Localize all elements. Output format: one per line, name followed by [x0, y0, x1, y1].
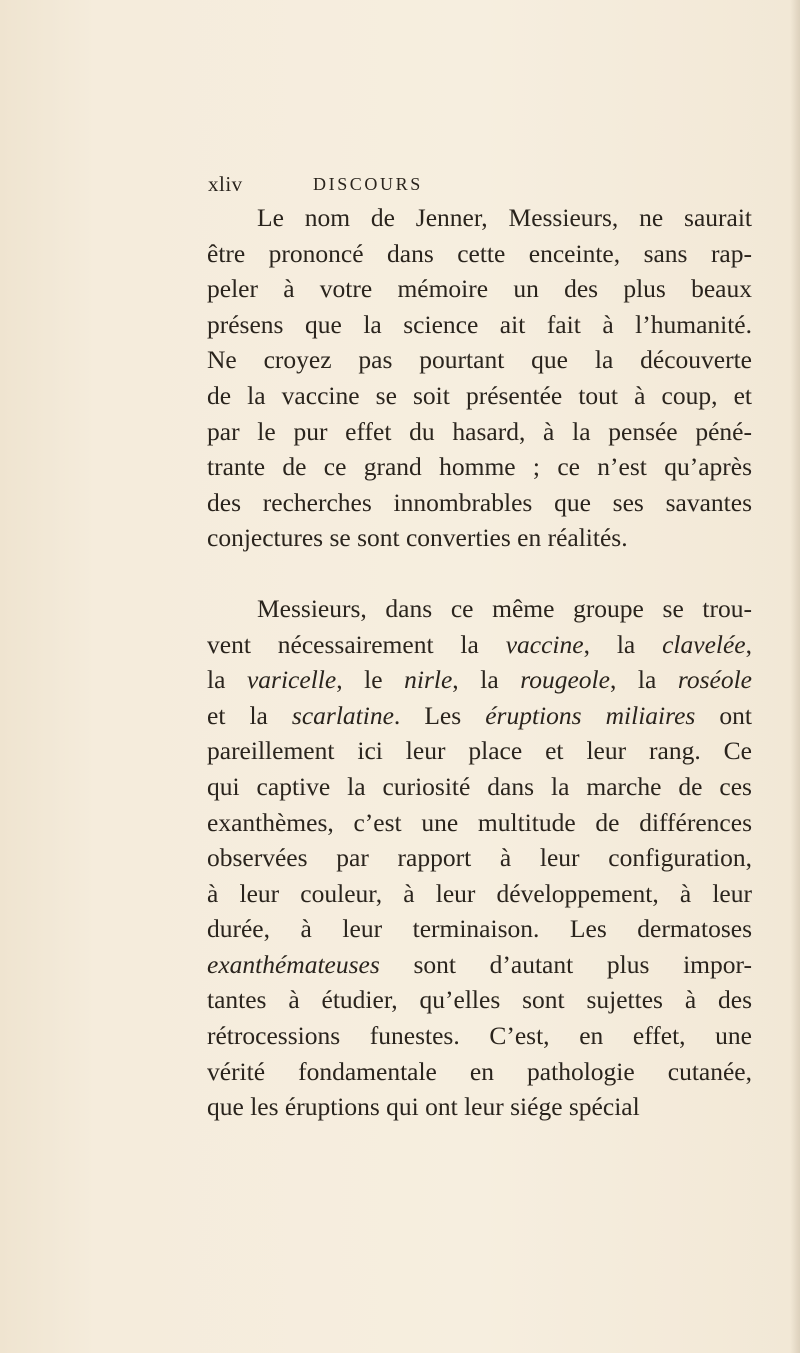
text-line [207, 982, 752, 1018]
text-run: durée, à leur terminaison. Les dermatoses [207, 914, 752, 944]
text-run: , la [609, 665, 678, 695]
text-line [207, 591, 752, 627]
text-line [207, 733, 752, 769]
text-run: , la [452, 665, 521, 695]
text-run: Le nom de Jenner, Messieurs, ne saurait [257, 203, 752, 232]
text-line [207, 236, 752, 272]
text-line [207, 520, 752, 556]
text-run: , la [583, 629, 663, 659]
italic-term: vaccine [505, 629, 584, 659]
text-line [207, 627, 752, 663]
text-line [207, 1018, 752, 1054]
italic-term: scarlatine [291, 700, 394, 730]
text-run: , [745, 629, 752, 659]
text-run: conjectures se sont converties en réalités. [207, 523, 628, 553]
running-head-title: DISCOURS [313, 174, 423, 194]
text-line [207, 378, 752, 414]
page-edge-shadow [790, 0, 800, 1353]
text-line [207, 414, 752, 450]
text-run: des recherches innombrables que ses savantes [207, 487, 752, 517]
text-line [207, 947, 752, 983]
text-run: trante de ce grand homme ; ce n’est qu’après [207, 452, 752, 482]
text-line [207, 485, 752, 521]
italic-term: clavelée [662, 629, 746, 659]
text-line [207, 1089, 752, 1125]
text-run: présens que la science ait fait à l’humanité. [207, 309, 752, 339]
text-line [207, 840, 752, 876]
body-text [207, 200, 752, 1125]
text-line [207, 342, 752, 378]
italic-term: nirle [404, 665, 453, 695]
text-line [207, 805, 752, 841]
text-line [207, 911, 752, 947]
text-run: par le pur effet du hasard, à la pensée péné- [207, 416, 752, 446]
text-run: exanthèmes, c’est une multitude de différences [207, 807, 752, 837]
text-run: à leur couleur, à leur développement, à leur [207, 878, 752, 908]
italic-term: rougeole [520, 665, 610, 695]
italic-term: exanthémateuses [207, 949, 380, 979]
text-run: rétrocessions funestes. C’est, en effet, une [207, 1021, 752, 1051]
text-line [207, 200, 752, 236]
text-line [207, 1054, 752, 1090]
text-line [207, 698, 752, 734]
text-run: . Les [393, 700, 486, 730]
text-run: Messieurs, dans ce même groupe se trou- [257, 593, 752, 623]
italic-term: éruptions miliaires [485, 700, 696, 730]
text-run: et la [207, 700, 292, 730]
italic-term: varicelle [246, 665, 337, 695]
paragraph-gap [207, 556, 752, 591]
text-run: être prononcé dans cette enceinte, sans rap- [207, 238, 752, 268]
text-run: observées par rapport à leur configuration, [207, 843, 752, 873]
text-run: sont d’autant plus impor- [379, 949, 752, 979]
text-run: pareillement ici leur place et leur rang. Ce [207, 736, 752, 766]
text-line [207, 769, 752, 805]
text-run: la [207, 665, 247, 695]
text-run: , le [336, 665, 405, 695]
text-run: vérité fondamentale en pathologie cutanée, [207, 1056, 752, 1086]
text-run: que les éruptions qui ont leur siége spécial [207, 1092, 640, 1122]
paragraph [207, 200, 752, 556]
text-line [207, 307, 752, 343]
text-run: de la vaccine se soit présentée tout à coup, et [207, 380, 752, 410]
text-run: qui captive la curiosité dans la marche de ces [207, 771, 752, 801]
paragraph [207, 591, 752, 1125]
text-line [207, 271, 752, 307]
italic-term: roséole [677, 665, 752, 695]
running-head [208, 172, 768, 198]
text-run: ont [695, 700, 752, 730]
text-run: vent nécessairement la [207, 629, 506, 659]
text-run: tantes à étudier, qu’elles sont sujettes à des [207, 985, 752, 1015]
page-number: xliv [208, 172, 243, 196]
text-line [207, 876, 752, 912]
text-run: peler à votre mémoire un des plus beaux [207, 274, 752, 304]
text-run: Ne croyez pas pourtant que la découverte [207, 345, 752, 375]
text-line [207, 662, 752, 698]
text-line [207, 449, 752, 485]
